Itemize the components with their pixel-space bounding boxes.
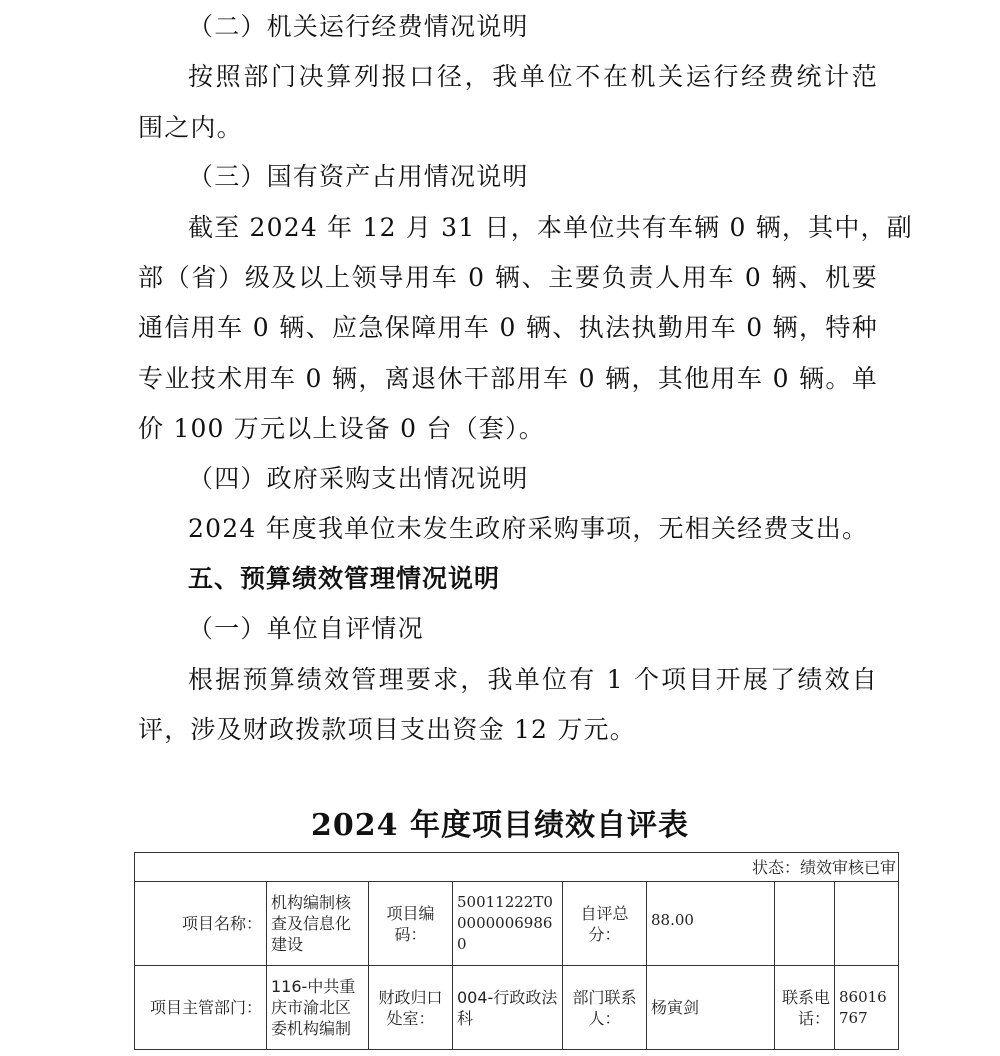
project-code-value: 50011222T000000069860 [453, 882, 563, 966]
finance-office-label: 财政归口处室： [369, 966, 453, 1050]
dept-label: 项目主管部门： [135, 966, 267, 1050]
empty-cell [775, 882, 835, 966]
phone-value: 86016767 [835, 966, 899, 1050]
section-heading-operating-costs: （二）机关运行经费情况说明 [188, 12, 529, 41]
paragraph-line: 部（省）级及以上领导用车 0 辆、主要负责人用车 0 辆、机要 [138, 263, 878, 292]
paragraph-line: 2024 年度我单位未发生政府采购事项，无相关经费支出。 [188, 514, 869, 543]
contact-value: 杨寅剑 [647, 966, 775, 1050]
score-value: 88.00 [647, 882, 775, 966]
paragraph-line: 按照部门决算列报口径，我单位不在机关运行经费统计范 [188, 62, 878, 91]
section-heading-self-evaluation: （一）单位自评情况 [188, 614, 424, 643]
empty-cell [835, 882, 899, 966]
paragraph-line: 围之内。 [138, 113, 243, 142]
section-heading-state-assets: （三）国有资产占用情况说明 [188, 162, 529, 191]
status-cell: 状态：绩效审核已审 [135, 853, 899, 882]
table-title: 2024 年度项目绩效自评表 [311, 808, 689, 843]
paragraph-line: 价 100 万元以上设备 0 台（套）。 [138, 414, 545, 443]
paragraph-line: 通信用车 0 辆、应急保障用车 0 辆、执法执勤用车 0 辆，特种 [138, 313, 879, 342]
project-name-label: 项目名称： [135, 882, 267, 966]
section-heading-procurement: （四）政府采购支出情况说明 [188, 464, 529, 493]
phone-label: 联系电话： [775, 966, 835, 1050]
project-name-value: 机构编制核查及信息化建设 [267, 882, 369, 966]
paragraph-line: 截至 2024 年 12 月 31 日，本单位共有车辆 0 辆，其中，副 [188, 213, 913, 242]
paragraph-line: 专业技术用车 0 辆，离退休干部用车 0 辆，其他用车 0 辆。单 [138, 364, 878, 393]
paragraph-line: 评，涉及财政拨款项目支出资金 12 万元。 [138, 715, 636, 744]
score-label: 自评总分： [563, 882, 647, 966]
project-code-label: 项目编码： [369, 882, 453, 966]
contact-label: 部门联系人： [563, 966, 647, 1050]
performance-evaluation-table [134, 852, 899, 1050]
section-heading-budget-performance: 五、预算绩效管理情况说明 [188, 564, 501, 593]
paragraph-line: 根据预算绩效管理要求，我单位有 1 个项目开展了绩效自 [188, 665, 878, 694]
dept-value: 116-中共重庆市渝北区委机构编制 [267, 966, 369, 1050]
finance-office-value: 004-行政政法科 [453, 966, 563, 1050]
